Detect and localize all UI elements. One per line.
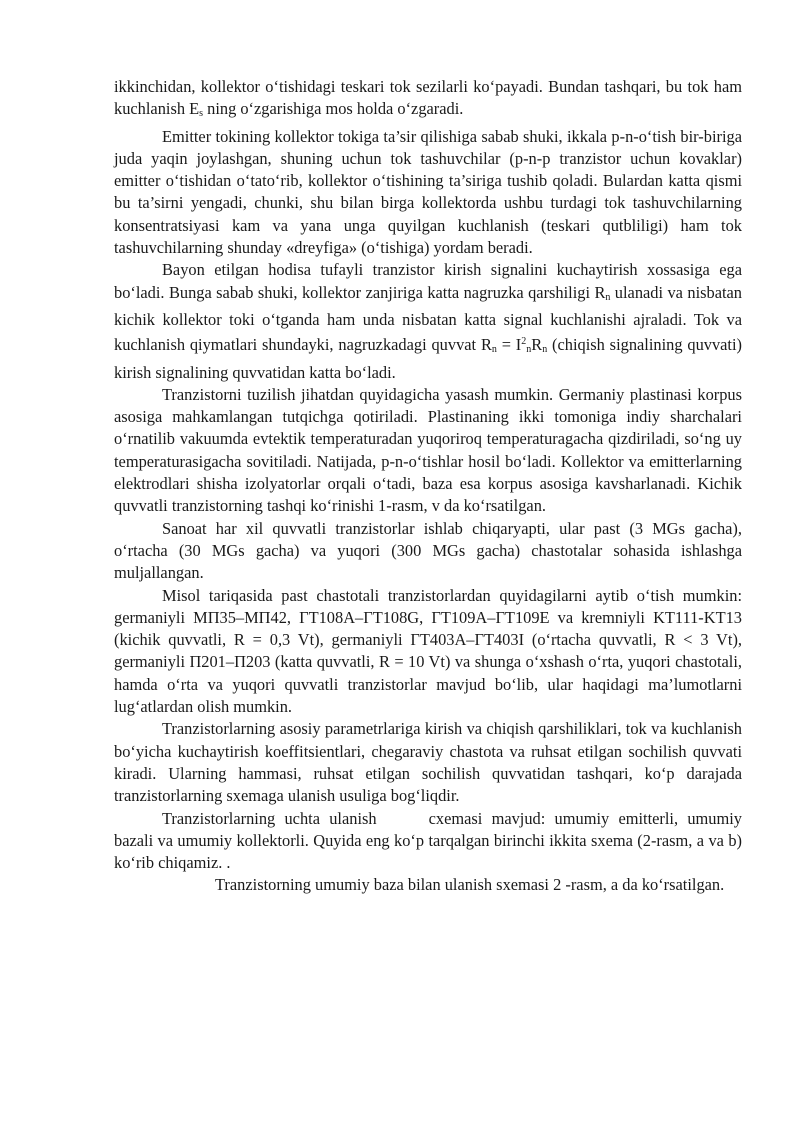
subscript-n-1: n: [605, 291, 611, 303]
paragraph-3-text-a: Bayon etilgan hodisa tufayli tranzistor kirish signalini kuchaytirish xossasiga ega bo‘ladi. Bunga sabab shuki, kollektor zanjiriga katta nagruzka qarshiligi R: [114, 260, 742, 302]
subscript-n-2: n: [491, 344, 497, 356]
paragraph-1: [114, 76, 742, 126]
paragraph-3-text-b: ulanadi va nisbatan kichik kollektor toki o‘tganda ham unda nisbatan katta signal kuchlanishi ajraladi. Tok va kuchlanish qiymatlari shundayki, nagruzkadagi quvvat R: [114, 282, 742, 355]
paragraph-3-text-c: = I: [496, 335, 522, 355]
paragraph-8-text-a: Tranzistorlarning uchta ulanish: [162, 808, 377, 828]
paragraph-8: [114, 808, 742, 875]
paragraph-3-text-d: R: [531, 335, 543, 355]
paragraph-4: Tranzistorni tuzilish jihatdan quyidagicha yasash mumkin. Germaniy plastinasi korpus asosiga mahkamlangan tutqichga qotiriladi. Plastinaning ikki tomoniga indiy sharchalari o‘rnatilib vakuumda evtektik temperaturadan yuqoriroq temperaturagacha qizdiriladi, so‘ng uy temperaturasigacha sovitiladi. Natijada, p-n-o‘tishlar hosil bo‘ladi. Kollektor va emitterlarning elektrodlari shisha izolyatorlar orqali o‘tadi, baza esa korpus asosiga kavsharlanadi. Kichik quvvatli tranzistorning tashqi ko‘rinishi 1-rasm, v da ko‘rsatilgan.: [114, 384, 742, 516]
paragraph-1-text-b: ning o‘zgarishiga mos holda o‘zgaradi.: [203, 99, 464, 119]
paragraph-5: Sanoat har xil quvvatli tranzistorlar ishlab chiqaryapti, ular past (3 MGs gacha), o‘rtacha (30 MGs gacha) va yuqori (300 MGs gacha) chastotalar sohasida ishlashga muljallangan.: [114, 518, 742, 583]
paragraph-3-text-e: (chiqish signalining quvvati) kirish signalining quvvatidan katta bo‘ladi.: [114, 335, 742, 382]
paragraph-7: Tranzistorlarning asosiy parametrlariga kirish va chiqish qarshiliklari, tok va kuchlanish bo‘yicha kuchaytirish koeffitsientlari, chegaraviy chastota va ruhsat etilgan sochilish quvvati kiradi. Ularning hammasi, ruhsat etilgan sochilish quvvatidan tashqari, ko‘p darajada tranzistorlarning sxemaga ulanish usuliga bog‘liqdir.: [114, 719, 742, 806]
superscript-2: 2: [521, 336, 527, 348]
paragraph-2: Emitter tokining kollektor tokiga ta’sir qilishiga sabab shuki, ikkala p-n-o‘tish bir-biriga juda yaqin joylashgan, shuning uchun tok tashuvchilar (p-n-p tranzistor uchun kovaklar) emitter o‘tishidan o‘tato‘rib, kollektor o‘tishining ta’siriga tushib qoladi. Bulardan katta qismi bu ta’sirni yengadi, chunki, shu bilan birga kollektorda ushbu turdagi tok tashuvchilarning konsentratsiyasi kam va yana unga quyilgan kuchlanish (teskari qutbliligi) ham tok tashuvchilarning shunday «dreyfiga» (o‘tishiga) yordam beradi.: [114, 126, 742, 258]
paragraph-3: [114, 259, 742, 383]
paragraph-6: Misol tariqasida past chastotali tranzistorlardan quyidagilarni aytib o‘tish mumkin: germaniyli MП35–MП42, ГT108A–ГT108G, ГT109A–ГT109E va kremniyli KT111-KT13 (kichik quvvatli, R = 0,3 Vt), germaniyli ГT403A–ГT403I (o‘rtacha quvvatli, R < 3 Vt), germaniyli П201–П203 (katta quvvatli, R = 10 Vt) va shunga o‘xshash o‘rta, yuqori chastotali, hamda o‘rta va yuqori quvvatli tranzistorlar mavjud bo‘lib, ular haqidagi ma’lumotlarni lug‘atlardan olish mumkin.: [114, 585, 742, 717]
paragraph-9: Tranzistorning umumiy baza bilan ulanish sxemasi 2 -rasm, a da ko‘rsatilgan.: [215, 875, 725, 895]
paragraph-8-text-b: cxemasi mavjud: umumiy emitterli, umumiy bazali va umumiy kollektorli. Quyida eng ko‘p tarqalgan birinchi ikkita sxema (2-rasm, a va b) ko‘rib chiqamiz. .: [114, 808, 742, 873]
paragraph-1-text-a: ikkinchidan, kollektor o‘tishidagi teskari tok sezilarli ko‘payadi. Bundan tashqari, bu tok ham kuchlanish E: [114, 77, 742, 119]
subscript-n-4: n: [542, 344, 548, 356]
document-page: [114, 76, 742, 897]
subscript-n-3: n: [526, 344, 532, 356]
subscript-s: s: [199, 108, 204, 120]
